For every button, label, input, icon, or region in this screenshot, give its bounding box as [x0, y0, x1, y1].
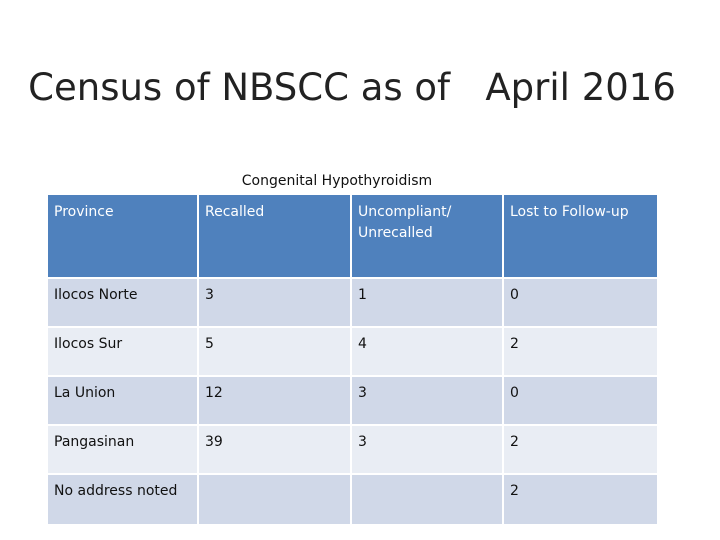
cell-uncompliant: 1	[352, 279, 504, 328]
cell-lost-to-follow-up: 0	[504, 377, 657, 426]
table-caption: Congenital Hypothyroidism	[241, 173, 433, 189]
cell-lost-to-follow-up: 2	[504, 328, 657, 377]
column-header-province: Province	[48, 195, 199, 279]
cell-recalled: 12	[199, 377, 352, 426]
cell-uncompliant: 3	[352, 426, 504, 475]
cell-province: Pangasinan	[48, 426, 199, 475]
cell-lost-to-follow-up: 0	[504, 279, 657, 328]
cell-recalled: 5	[199, 328, 352, 377]
table-row	[48, 426, 657, 475]
table-header-row	[48, 195, 657, 279]
cell-lost-to-follow-up: 2	[504, 426, 657, 475]
cell-uncompliant: 4	[352, 328, 504, 377]
table-row	[48, 475, 657, 524]
cell-province: Ilocos Sur	[48, 328, 199, 377]
cell-province: Ilocos Norte	[48, 279, 199, 328]
table-row	[48, 328, 657, 377]
census-table	[48, 195, 657, 524]
cell-recalled: 39	[199, 426, 352, 475]
table-row	[48, 279, 657, 328]
table-row	[48, 377, 657, 426]
column-header-recalled: Recalled	[199, 195, 352, 279]
cell-lost-to-follow-up: 2	[504, 475, 657, 524]
cell-recalled	[199, 475, 352, 524]
cell-province: La Union	[48, 377, 199, 426]
cell-uncompliant	[352, 475, 504, 524]
cell-recalled: 3	[199, 279, 352, 328]
column-header-uncompliant: Uncompliant/ Unrecalled	[352, 195, 504, 279]
slide-title: Census of NBSCC as of April 2016	[28, 66, 676, 109]
cell-province: No address noted	[48, 475, 199, 524]
cell-uncompliant: 3	[352, 377, 504, 426]
column-header-lost-to-follow-up: Lost to Follow-up	[504, 195, 657, 279]
